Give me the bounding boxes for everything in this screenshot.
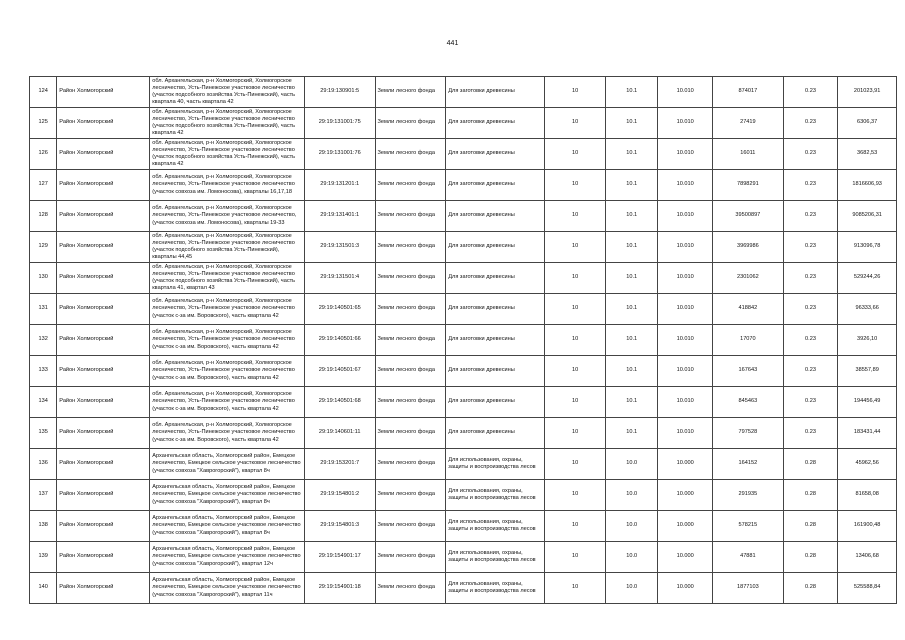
table-row <box>30 573 897 604</box>
district-cell: Район Холмогорский <box>57 139 150 170</box>
area-cell: 2301062 <box>713 263 784 294</box>
subgroup-code-cell: 10.010 <box>658 201 713 232</box>
cadastral-number-cell: 29:19:131501:4 <box>304 263 375 294</box>
segment-code-cell: 10 <box>545 511 606 542</box>
address-cell: Архангельская область, Холмогорский район, Емецкое лесничество, Емецкое сельское участковое лесничество (участок совхоза "Хаврогорский"), квартал 8ч <box>150 511 305 542</box>
district-cell: Район Холмогорский <box>57 573 150 604</box>
area-cell: 17070 <box>713 325 784 356</box>
area-cell: 16011 <box>713 139 784 170</box>
group-code-cell: 10.1 <box>605 263 658 294</box>
address-cell: обл. Архангельская, р-н Холмогорский, Холмогорское лесничество, Усть-Пинежское участковое лесничество (участок с-за им. Воровского), часть квартала 42 <box>150 418 305 449</box>
subgroup-code-cell: 10.010 <box>658 418 713 449</box>
area-cell: 164152 <box>713 449 784 480</box>
address-cell: Архангельская область, Холмогорский район, Емецкое лесничество, Емецкое сельское участковое лесничество (участок совхоза "Хаврогорский"), квартал 11ч <box>150 573 305 604</box>
subgroup-code-cell: 10.000 <box>658 480 713 511</box>
subgroup-code-cell: 10.000 <box>658 511 713 542</box>
address-cell: Архангельская область, Холмогорский район, Емецкое лесничество, Емецкое сельское участковое лесничество (участок совхоза "Хаврогорский"), квартал 8ч <box>150 449 305 480</box>
row-number-cell: 128 <box>30 201 57 232</box>
cadastral-value-cell: 96333,66 <box>838 294 897 325</box>
address-cell: Архангельская область, Холмогорский район, Емецкое лесничество, Емецкое сельское участковое лесничество (участок совхоза "Хаврогорский"), квартал 12ч <box>150 542 305 573</box>
permitted-use-cell: Для заготовки древесины <box>446 356 545 387</box>
cadastral-value-cell: 3682,53 <box>838 139 897 170</box>
land-category-cell: Земли лесного фонда <box>375 511 446 542</box>
cadastral-number-cell: 29:19:131401:1 <box>304 201 375 232</box>
row-number-cell: 132 <box>30 325 57 356</box>
district-cell: Район Холмогорский <box>57 170 150 201</box>
cadastral-value-cell: 1816606,93 <box>838 170 897 201</box>
subgroup-code-cell: 10.010 <box>658 294 713 325</box>
permitted-use-cell: Для заготовки древесины <box>446 201 545 232</box>
specific-value-cell: 0.23 <box>783 232 838 263</box>
table-row <box>30 294 897 325</box>
land-category-cell: Земли лесного фонда <box>375 232 446 263</box>
specific-value-cell: 0.28 <box>783 511 838 542</box>
table-row <box>30 387 897 418</box>
cadastral-value-cell: 529244,26 <box>838 263 897 294</box>
subgroup-code-cell: 10.010 <box>658 232 713 263</box>
segment-code-cell: 10 <box>545 449 606 480</box>
segment-code-cell: 10 <box>545 139 606 170</box>
address-cell: обл. Архангельская, р-н Холмогорский, Холмогорское лесничество, Усть-Пинежское участковое лесничество (участок с-за им. Воровского), часть квартала 42 <box>150 325 305 356</box>
permitted-use-cell: Для заготовки древесины <box>446 170 545 201</box>
specific-value-cell: 0.23 <box>783 418 838 449</box>
land-category-cell: Земли лесного фонда <box>375 108 446 139</box>
permitted-use-cell: Для использования, охраны, защиты и воспроизводства лесов <box>446 480 545 511</box>
specific-value-cell: 0.23 <box>783 325 838 356</box>
segment-code-cell: 10 <box>545 573 606 604</box>
subgroup-code-cell: 10.010 <box>658 263 713 294</box>
row-number-cell: 139 <box>30 542 57 573</box>
row-number-cell: 126 <box>30 139 57 170</box>
district-cell: Район Холмогорский <box>57 294 150 325</box>
area-cell: 874017 <box>713 77 784 108</box>
district-cell: Район Холмогорский <box>57 418 150 449</box>
address-cell: обл. Архангельская, р-н Холмогорский, Холмогорское лесничество, Усть-Пинежское участковое лесничество (участок совхоза им. Ломоносова), кварталы 16,17,18 <box>150 170 305 201</box>
segment-code-cell: 10 <box>545 418 606 449</box>
district-cell: Район Холмогорский <box>57 449 150 480</box>
district-cell: Район Холмогорский <box>57 387 150 418</box>
table-row <box>30 77 897 108</box>
subgroup-code-cell: 10.000 <box>658 573 713 604</box>
cadastral-number-cell: 29:19:140501:67 <box>304 356 375 387</box>
row-number-cell: 137 <box>30 480 57 511</box>
segment-code-cell: 10 <box>545 232 606 263</box>
group-code-cell: 10.1 <box>605 139 658 170</box>
cadastral-value-cell: 913096,78 <box>838 232 897 263</box>
table-row <box>30 480 897 511</box>
permitted-use-cell: Для заготовки древесины <box>446 294 545 325</box>
specific-value-cell: 0.23 <box>783 170 838 201</box>
subgroup-code-cell: 10.000 <box>658 449 713 480</box>
address-cell: обл. Архангельская, р-н Холмогорский, Холмогорское лесничество, Усть-Пинежское участковое лесничество (участок с-за им. Воровского), часть квартала 42 <box>150 356 305 387</box>
row-number-cell: 131 <box>30 294 57 325</box>
address-cell: обл. Архангельская, р-н Холмогорский, Холмогорское лесничество, Усть-Пинежское участковое лесничество (участок подсобного хозяйства Усть-Пинежский), часть квартала 42 <box>150 139 305 170</box>
segment-code-cell: 10 <box>545 263 606 294</box>
group-code-cell: 10.0 <box>605 480 658 511</box>
cadastral-number-cell: 29:19:153201:7 <box>304 449 375 480</box>
land-category-cell: Земли лесного фонда <box>375 542 446 573</box>
area-cell: 7898291 <box>713 170 784 201</box>
district-cell: Район Холмогорский <box>57 108 150 139</box>
group-code-cell: 10.1 <box>605 418 658 449</box>
address-cell: обл. Архангельская, р-н Холмогорский, Холмогорское лесничество, Усть-Пинежское участковое лесничество, (участок совхоза им. Ломоносова), кварталы 19-33 <box>150 201 305 232</box>
segment-code-cell: 10 <box>545 325 606 356</box>
row-number-cell: 129 <box>30 232 57 263</box>
table-row <box>30 201 897 232</box>
group-code-cell: 10.1 <box>605 325 658 356</box>
cadastral-number-cell: 29:19:154901:17 <box>304 542 375 573</box>
table-row <box>30 139 897 170</box>
group-code-cell: 10.1 <box>605 356 658 387</box>
permitted-use-cell: Для заготовки древесины <box>446 387 545 418</box>
row-number-cell: 133 <box>30 356 57 387</box>
address-cell: обл. Архангельская, р-н Холмогорский, Холмогорское лесничество, Усть-Пинежское участковое лесничество (участок подсобного хозяйства Усть-Пинежский), часть квартала 40, часть квартала 42 <box>150 77 305 108</box>
permitted-use-cell: Для заготовки древесины <box>446 139 545 170</box>
cadastral-number-cell: 29:19:131001:75 <box>304 108 375 139</box>
cadastral-value-cell: 6306,37 <box>838 108 897 139</box>
row-number-cell: 125 <box>30 108 57 139</box>
cadastral-value-cell: 201023,91 <box>838 77 897 108</box>
row-number-cell: 127 <box>30 170 57 201</box>
table-row <box>30 356 897 387</box>
permitted-use-cell: Для использования, охраны, защиты и воспроизводства лесов <box>446 573 545 604</box>
district-cell: Район Холмогорский <box>57 356 150 387</box>
group-code-cell: 10.1 <box>605 232 658 263</box>
cadastral-number-cell: 29:19:154901:18 <box>304 573 375 604</box>
specific-value-cell: 0.23 <box>783 201 838 232</box>
land-category-cell: Земли лесного фонда <box>375 356 446 387</box>
group-code-cell: 10.0 <box>605 449 658 480</box>
cadastral-number-cell: 29:19:140501:66 <box>304 325 375 356</box>
subgroup-code-cell: 10.010 <box>658 139 713 170</box>
cadastral-number-cell: 29:19:131001:76 <box>304 139 375 170</box>
permitted-use-cell: Для заготовки древесины <box>446 325 545 356</box>
land-category-cell: Земли лесного фонда <box>375 480 446 511</box>
cadastral-number-cell: 29:19:140501:65 <box>304 294 375 325</box>
subgroup-code-cell: 10.010 <box>658 325 713 356</box>
cadastral-number-cell: 29:19:154801:2 <box>304 480 375 511</box>
address-cell: обл. Архангельская, р-н Холмогорский, Холмогорское лесничество, Усть-Пинежское участковое лесничество (участок подсобного хозяйства Усть-Пинежский), часть квартала 42 <box>150 108 305 139</box>
land-category-cell: Земли лесного фонда <box>375 449 446 480</box>
area-cell: 3969986 <box>713 232 784 263</box>
district-cell: Район Холмогорский <box>57 232 150 263</box>
subgroup-code-cell: 10.000 <box>658 542 713 573</box>
area-cell: 39500897 <box>713 201 784 232</box>
area-cell: 845463 <box>713 387 784 418</box>
district-cell: Район Холмогорский <box>57 325 150 356</box>
area-cell: 291935 <box>713 480 784 511</box>
row-number-cell: 135 <box>30 418 57 449</box>
area-cell: 797528 <box>713 418 784 449</box>
segment-code-cell: 10 <box>545 480 606 511</box>
district-cell: Район Холмогорский <box>57 263 150 294</box>
row-number-cell: 130 <box>30 263 57 294</box>
segment-code-cell: 10 <box>545 201 606 232</box>
cadastral-number-cell: 29:19:140501:68 <box>304 387 375 418</box>
row-number-cell: 134 <box>30 387 57 418</box>
cadastral-value-cell: 81658,08 <box>838 480 897 511</box>
area-cell: 167643 <box>713 356 784 387</box>
specific-value-cell: 0.23 <box>783 139 838 170</box>
segment-code-cell: 10 <box>545 108 606 139</box>
table-row <box>30 325 897 356</box>
permitted-use-cell: Для использования, охраны, защиты и воспроизводства лесов <box>446 511 545 542</box>
cadastral-value-cell: 525588,84 <box>838 573 897 604</box>
group-code-cell: 10.1 <box>605 108 658 139</box>
permitted-use-cell: Для заготовки древесины <box>446 108 545 139</box>
table-body <box>30 77 897 604</box>
area-cell: 27419 <box>713 108 784 139</box>
row-number-cell: 136 <box>30 449 57 480</box>
page-number: 441 <box>446 40 459 47</box>
segment-code-cell: 10 <box>545 542 606 573</box>
group-code-cell: 10.1 <box>605 294 658 325</box>
cadastral-value-cell: 183431,44 <box>838 418 897 449</box>
area-cell: 578215 <box>713 511 784 542</box>
group-code-cell: 10.0 <box>605 573 658 604</box>
address-cell: Архангельская область, Холмогорский район, Емецкое лесничество, Емецкое сельское участковое лесничество (участок совхоза "Хаврогорский"), квартал 8ч <box>150 480 305 511</box>
permitted-use-cell: Для использования, охраны, защиты и воспроизводства лесов <box>446 449 545 480</box>
table-row <box>30 449 897 480</box>
land-category-cell: Земли лесного фонда <box>375 573 446 604</box>
group-code-cell: 10.1 <box>605 201 658 232</box>
segment-code-cell: 10 <box>545 387 606 418</box>
specific-value-cell: 0.28 <box>783 449 838 480</box>
district-cell: Район Холмогорский <box>57 480 150 511</box>
permitted-use-cell: Для заготовки древесины <box>446 418 545 449</box>
cadastral-number-cell: 29:19:154801:3 <box>304 511 375 542</box>
specific-value-cell: 0.23 <box>783 263 838 294</box>
segment-code-cell: 10 <box>545 294 606 325</box>
cadastral-value-cell: 45962,56 <box>838 449 897 480</box>
subgroup-code-cell: 10.010 <box>658 356 713 387</box>
cadastral-value-cell: 38557,89 <box>838 356 897 387</box>
subgroup-code-cell: 10.010 <box>658 77 713 108</box>
land-category-cell: Земли лесного фонда <box>375 77 446 108</box>
land-category-cell: Земли лесного фонда <box>375 170 446 201</box>
segment-code-cell: 10 <box>545 77 606 108</box>
address-cell: обл. Архангельская, р-н Холмогорский, Холмогорское лесничество, Усть-Пинежское участковое лесничество (участок подсобного хозяйства Усть-Пинежский), часть квартала 41, квартал 43 <box>150 263 305 294</box>
district-cell: Район Холмогорский <box>57 77 150 108</box>
specific-value-cell: 0.23 <box>783 108 838 139</box>
land-category-cell: Земли лесного фонда <box>375 263 446 294</box>
segment-code-cell: 10 <box>545 170 606 201</box>
district-cell: Район Холмогорский <box>57 542 150 573</box>
subgroup-code-cell: 10.010 <box>658 387 713 418</box>
group-code-cell: 10.1 <box>605 387 658 418</box>
specific-value-cell: 0.28 <box>783 480 838 511</box>
permitted-use-cell: Для заготовки древесины <box>446 263 545 294</box>
segment-code-cell: 10 <box>545 356 606 387</box>
table-row <box>30 542 897 573</box>
address-cell: обл. Архангельская, р-н Холмогорский, Холмогорское лесничество, Усть-Пинежское участковое лесничество (участок подсобного хозяйства Усть-Пинежский), кварталы 44,45 <box>150 232 305 263</box>
land-category-cell: Земли лесного фонда <box>375 325 446 356</box>
table-row <box>30 511 897 542</box>
cadastral-value-cell: 13406,68 <box>838 542 897 573</box>
specific-value-cell: 0.23 <box>783 294 838 325</box>
group-code-cell: 10.1 <box>605 170 658 201</box>
land-category-cell: Земли лесного фонда <box>375 294 446 325</box>
cadastral-value-cell: 161900,48 <box>838 511 897 542</box>
table-row <box>30 170 897 201</box>
specific-value-cell: 0.28 <box>783 542 838 573</box>
group-code-cell: 10.0 <box>605 511 658 542</box>
cadastral-number-cell: 29:19:130901:5 <box>304 77 375 108</box>
cadastral-number-cell: 29:19:131501:3 <box>304 232 375 263</box>
area-cell: 47881 <box>713 542 784 573</box>
cadastral-value-cell: 9085206,31 <box>838 201 897 232</box>
subgroup-code-cell: 10.010 <box>658 108 713 139</box>
cadastral-number-cell: 29:19:140601:11 <box>304 418 375 449</box>
district-cell: Район Холмогорский <box>57 511 150 542</box>
specific-value-cell: 0.23 <box>783 356 838 387</box>
specific-value-cell: 0.28 <box>783 573 838 604</box>
address-cell: обл. Архангельская, р-н Холмогорский, Холмогорское лесничество, Усть-Пинежское участковое лесничество (участок с-за им. Воровского), часть квартала 42 <box>150 387 305 418</box>
table-row <box>30 232 897 263</box>
address-cell: обл. Архангельская, р-н Холмогорский, Холмогорское лесничество, Усть-Пинежское участковое лесничество (участок с-за им. Воровского), часть квартала 42 <box>150 294 305 325</box>
cadastral-value-cell: 194456,49 <box>838 387 897 418</box>
table-row <box>30 108 897 139</box>
table-row <box>30 263 897 294</box>
permitted-use-cell: Для использования, охраны, защиты и воспроизводства лесов <box>446 542 545 573</box>
specific-value-cell: 0.23 <box>783 77 838 108</box>
specific-value-cell: 0.23 <box>783 387 838 418</box>
row-number-cell: 140 <box>30 573 57 604</box>
row-number-cell: 124 <box>30 77 57 108</box>
area-cell: 1877103 <box>713 573 784 604</box>
cadastral-value-table <box>29 76 897 604</box>
land-category-cell: Земли лесного фонда <box>375 201 446 232</box>
land-category-cell: Земли лесного фонда <box>375 139 446 170</box>
permitted-use-cell: Для заготовки древесины <box>446 232 545 263</box>
area-cell: 418842 <box>713 294 784 325</box>
permitted-use-cell: Для заготовки древесины <box>446 77 545 108</box>
table-row <box>30 418 897 449</box>
land-category-cell: Земли лесного фонда <box>375 387 446 418</box>
group-code-cell: 10.1 <box>605 77 658 108</box>
cadastral-value-cell: 3926,10 <box>838 325 897 356</box>
land-category-cell: Земли лесного фонда <box>375 418 446 449</box>
subgroup-code-cell: 10.010 <box>658 170 713 201</box>
district-cell: Район Холмогорский <box>57 201 150 232</box>
row-number-cell: 138 <box>30 511 57 542</box>
cadastral-number-cell: 29:19:131201:1 <box>304 170 375 201</box>
group-code-cell: 10.0 <box>605 542 658 573</box>
